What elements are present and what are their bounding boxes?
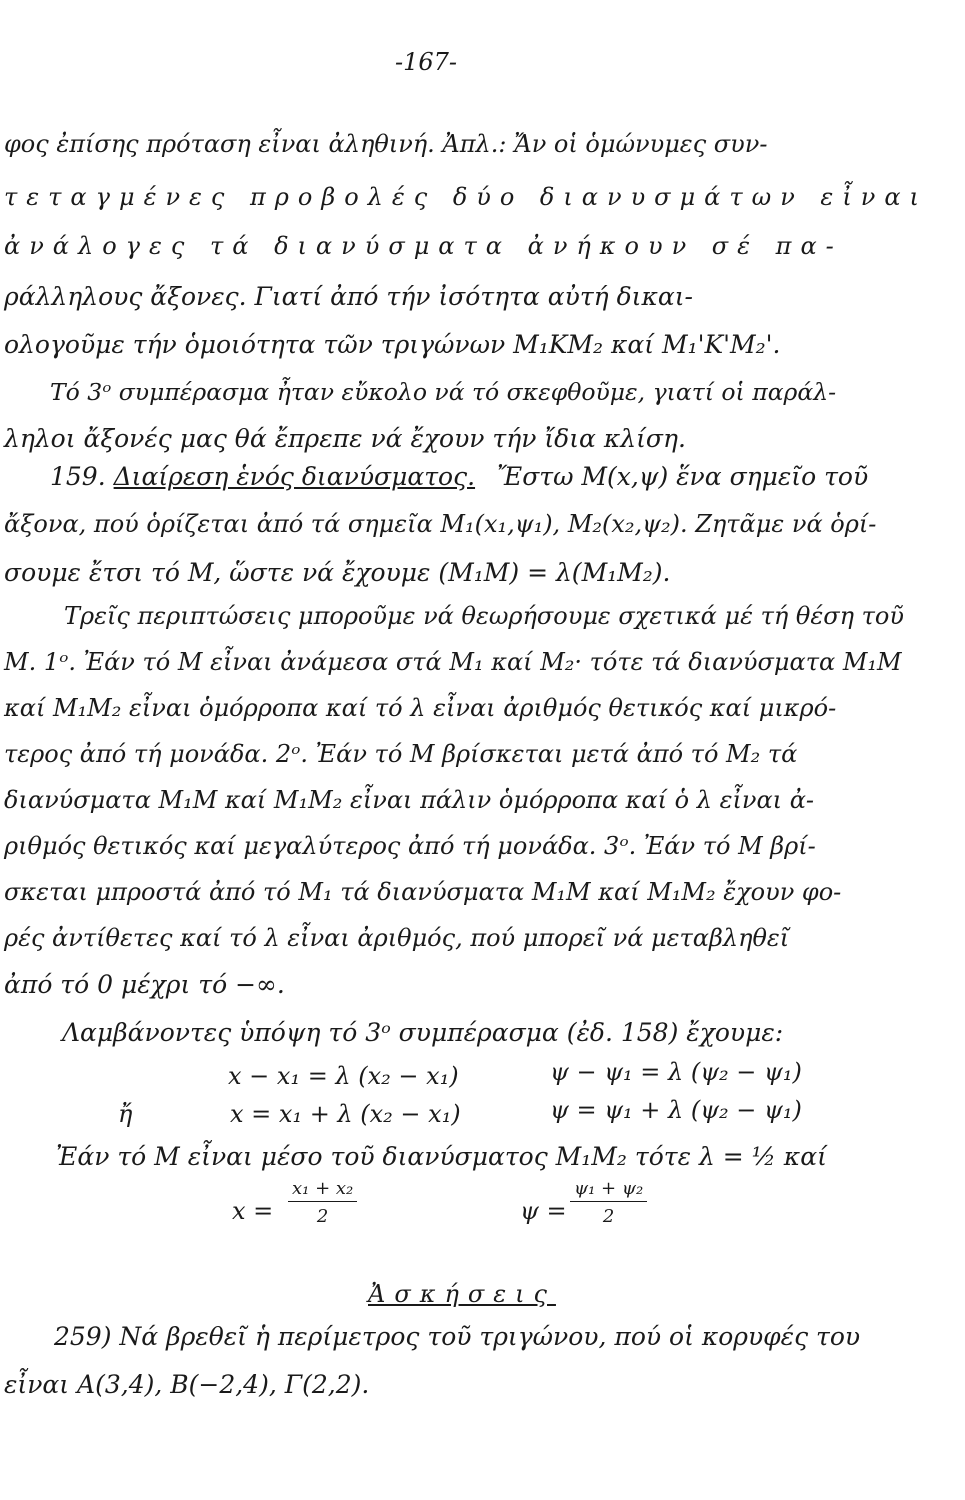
section-text: Ἔστω M(x,ψ) ἕνα σημεῖο τοῦ — [497, 462, 869, 491]
section-159-line — [50, 462, 868, 491]
text-line-16: σκεται μπροστά ἀπό τό M₁ τά διανύσματα M₁M καί M₁M₂ ἔχουν φο- — [4, 878, 842, 906]
page-number: -167- — [395, 48, 458, 76]
section-number: 159. — [50, 462, 106, 491]
equation-2-right: ψ = ψ₁ + λ (ψ₂ − ψ₁) — [550, 1096, 802, 1124]
text-line-18: ἀπό τό 0 μέχρι τό −∞. — [4, 970, 285, 999]
equation-1-right: ψ − ψ₁ = λ (ψ₂ − ψ₁) — [550, 1058, 802, 1086]
midpoint-y-lhs: ψ = — [520, 1197, 567, 1225]
text-line-3: ἀνάλογες τά διανύσματα ἀνήκουν σέ πα- — [4, 232, 843, 260]
midpoint-x-denominator: 2 — [316, 1206, 329, 1227]
text-line-6: Τό 3ᵒ συμπέρασμα ἦταν εὔκολο νά τό σκεφθοῦμε, γιατί οἱ παράλ- — [50, 378, 837, 406]
text-line-19: Λαμβάνοντες ὑπόψη τό 3ᵒ συμπέρασμα (ἐδ. 158) ἔχουμε: — [62, 1018, 784, 1047]
text-line-4: ράλληλους ἄξονες. Γιατί ἀπό τήν ἰσότητα αὐτή δικαι- — [4, 282, 693, 311]
text-line-17: ρές ἀντίθετες καί τό λ εἶναι ἀριθμός, πού μπορεῖ νά μεταβληθεῖ — [4, 924, 790, 952]
midpoint-x-fraction — [288, 1178, 357, 1227]
text-line-9: σουμε ἔτσι τό M, ὥστε νά ἔχουμε (M₁M) = λ(M₁M₂). — [4, 558, 671, 587]
exercises-heading: Ἀσκήσεις — [368, 1280, 556, 1308]
text-line-7: ληλοι ἄξονές μας θά ἔπρεπε νά ἔχουν τήν ἴδια κλίση. — [4, 424, 686, 453]
equation-or-label: ἤ — [118, 1100, 133, 1128]
text-line-12: καί M₁M₂ εἶναι ὁμόρροπα καί τό λ εἶναι ἀριθμός θετικός καί μικρό- — [4, 694, 837, 722]
text-line-8: ἄξονα, πού ὁρίζεται ἀπό τά σημεῖα M₁(x₁,ψ₁), M₂(x₂,ψ₂). Ζητᾶμε νά ὁρί- — [4, 510, 877, 538]
text-line-10: Τρεῖς περιπτώσεις μποροῦμε νά θεωρήσουμε σχετικά μέ τή θέση τοῦ — [64, 602, 904, 630]
midpoint-y-numerator: ψ₁ + ψ₂ — [570, 1178, 647, 1202]
text-line-13: τερος ἀπό τή μονάδα. 2ᵒ. Ἐάν τό M βρίσκεται μετά ἀπό τό M₂ τά — [4, 740, 798, 768]
text-line-14: διανύσματα M₁M καί M₁M₂ εἶναι πάλιν ὁμόρροπα καί ὁ λ εἶναι ἀ- — [4, 786, 815, 814]
midpoint-x-lhs: x = — [232, 1197, 274, 1225]
exercise-259-line-1: 259) Νά βρεθεῖ ἡ περίμετρος τοῦ τριγώνου, πού οἱ κορυφές του — [54, 1322, 861, 1351]
section-heading: Διαίρεση ἑνός διανύσματος. — [113, 462, 476, 491]
midpoint-line: Ἐάν τό M εἶναι μέσο τοῦ διανύσματος M₁M₂ τότε λ = ½ καί — [56, 1142, 827, 1171]
text-line-5: ολογοῦμε τήν ὁμοιότητα τῶν τριγώνων M₁KM₂ καί M₁'K'M₂'. — [4, 330, 781, 359]
midpoint-x-numerator: x₁ + x₂ — [288, 1178, 357, 1202]
equation-2-left: x = x₁ + λ (x₂ − x₁) — [230, 1100, 461, 1128]
text-line-15: ριθμός θετικός καί μεγαλύτερος ἀπό τή μονάδα. 3ᵒ. Ἐάν τό M βρί- — [4, 832, 816, 860]
text-line-1: φος ἐπίσης πρόταση εἶναι ἀληθινή. Ἀπλ.: Ἄν οἱ ὁμώνυμες συν- — [4, 130, 768, 158]
midpoint-y-fraction — [570, 1178, 647, 1227]
equation-1-left: x − x₁ = λ (x₂ − x₁) — [228, 1062, 459, 1090]
text-line-11: M. 1ᵒ. Ἐάν τό M εἶναι ἀνάμεσα στά M₁ καί M₂· τότε τά διανύσματα M₁M — [4, 648, 902, 676]
exercise-259-line-2: εἶναι A(3,4), B(−2,4), Γ(2,2). — [4, 1370, 370, 1399]
midpoint-y-denominator: 2 — [602, 1206, 615, 1227]
text-line-2: τεταγμένες προβολές δύο διανυσμάτων εἶναι — [4, 183, 928, 211]
